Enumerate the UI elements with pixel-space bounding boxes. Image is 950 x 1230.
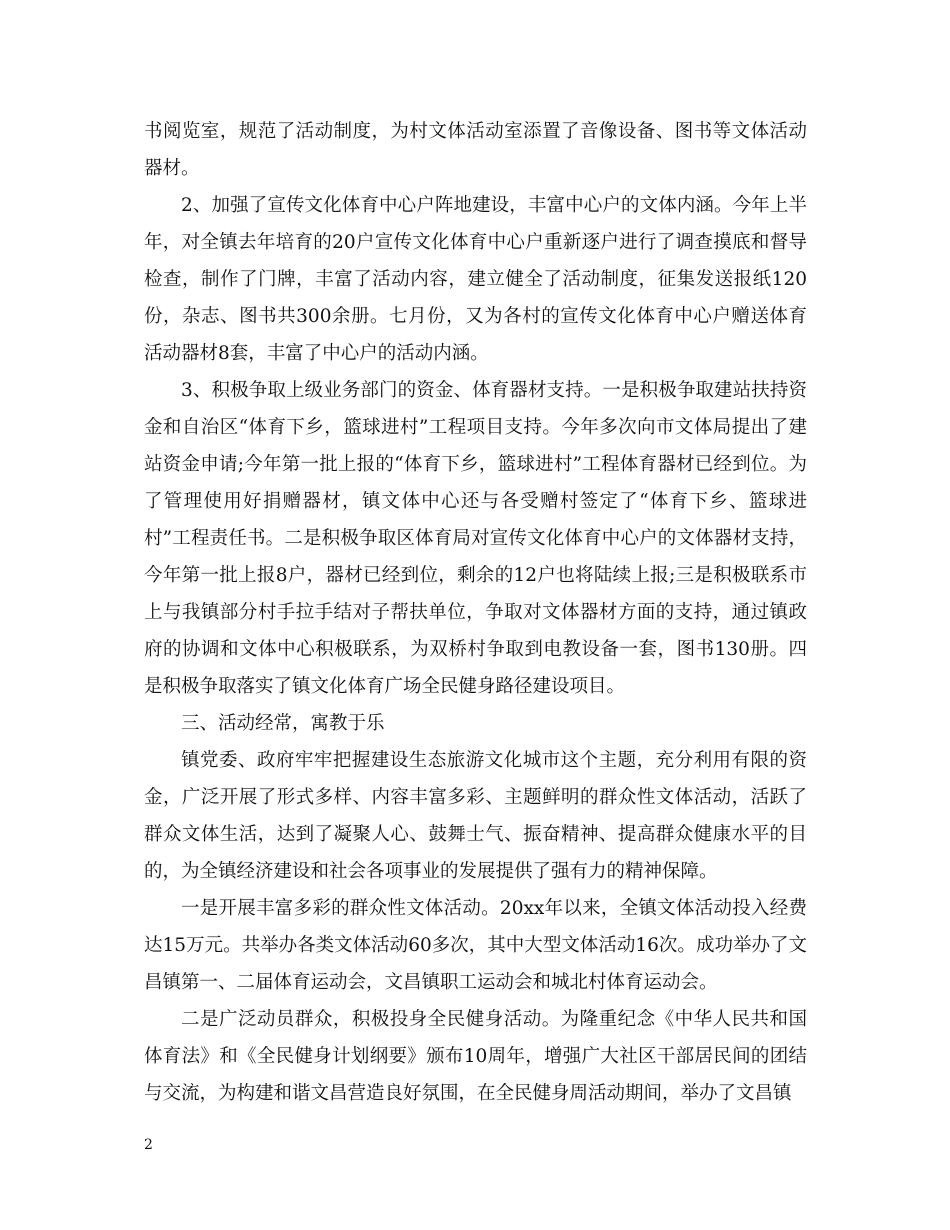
section-heading: 三、活动经常，寓教于乐 [181,713,385,734]
page-number: 2 [144,1137,153,1153]
paragraph-3: 3、积极争取上级业务部门的资金、体育器材支持。一是积极争取建站扶持资金和自治区“体育下乡，篮球进村”工程项目支持。今年多次向市文体局提出了建站资金申请;今年第一批上报的“体育下乡，篮球进村”工程体育器材已经到位。为了管理使用好捐赠器材，镇文体中心还与各受赠村签定了“体育下乡、篮球进村”工程责任书。二是积极争取区体育局对宣传文化体育中心户的文体器材支持，今年第一批上报8户，器材已经到位，剩余的12户也将陆续上报;三是积极联系市上与我镇部分村手拉手结对子帮扶单位，争取对文体器材方面的支持，通过镇政府的协调和文体中心积极联系，为双桥村争取到电教设备一套，图书130册。四是积极争取落实了镇文化体育广场全民健身路径建设项目。 [144,380,807,697]
paragraph-6: 一是开展丰富多彩的群众性文体活动。20xx年以来，全镇文体活动投入经费达15万元。共举办各类文体活动60多次，其中大型文体活动16次。成功举办了文昌镇第一、二届体育运动会，文昌镇职工运动会和城北村体育运动会。 [144,898,807,993]
paragraph-7: 二是广泛动员群众，积极投身全民健身活动。为隆重纪念《中华人民共和国体育法》和《全民健身计划纲要》颁布10周年，增强广大社区干部居民间的团结与交流，为构建和谐文昌营造良好氛围，在全民健身周活动期间，举办了文昌镇 [144,1009,807,1104]
paragraph-2: 2、加强了宣传文化体育中心户阵地建设，丰富中心户的文体内涵。今年上半年，对全镇去年培育的20户宣传文化体育中心户重新逐户进行了调查摸底和督导检查，制作了门牌，丰富了活动内容，建立健全了活动制度，征集发送报纸120份，杂志、图书共300余册。七月份，又为各村的宣传文化体育中心户赠送体育活动器材8套，丰富了中心户的活动内涵。 [144,195,807,364]
document-body [144,113,807,1112]
paragraph-5: 镇党委、政府牢牢把握建设生态旅游文化城市这个主题，充分利用有限的资金，广泛开展了形式多样、内容丰富多彩、主题鲜明的群众性文体活动，活跃了群众文体生活，达到了凝聚人心、鼓舞士气、振奋精神、提高群众健康水平的目的，为全镇经济建设和社会各项事业的发展提供了强有力的精神保障。 [144,750,807,882]
paragraph-1: 书阅览室，规范了活动制度，为村文体活动室添置了音像设备、图书等文体活动器材。 [144,121,807,179]
